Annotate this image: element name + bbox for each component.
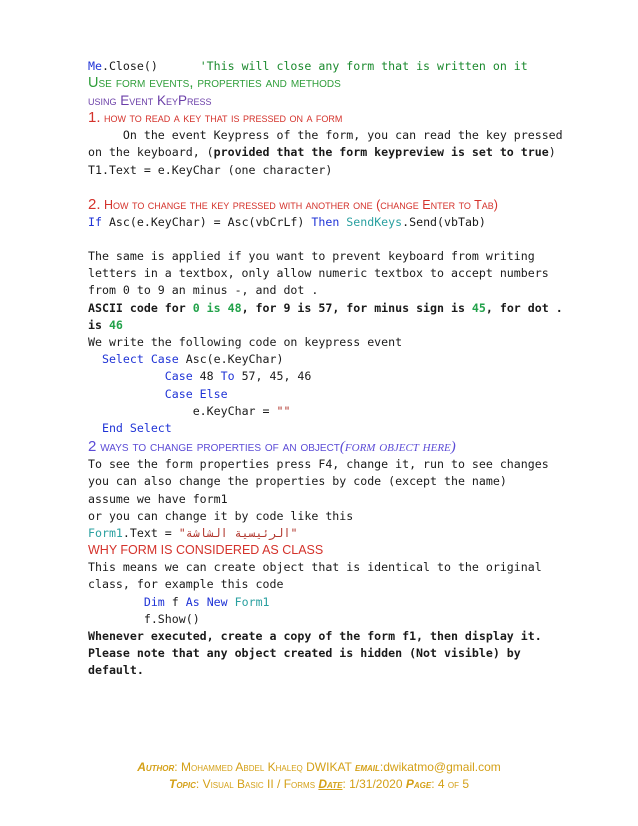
code-comment: 'This will close any form that is written on it <box>157 59 528 73</box>
paragraph-line: on the keyboard, (provided that the form keypreview is set to true) <box>88 145 556 160</box>
code-line-case: Case 48 To 57, 45, 46 <box>164 369 312 384</box>
emphasis-text: provided that the form keypreview is set to true <box>213 145 549 160</box>
ascii-line: is 46 <box>88 317 123 332</box>
paragraph-line: from 0 to 9 an minus -, and dot . <box>88 283 319 298</box>
code-line-end-select: End Select <box>101 421 172 436</box>
paragraph-line: We write the following code on keypress event <box>88 335 403 350</box>
paragraph-line: assume we have form1 <box>88 491 228 506</box>
code-keyword: Me <box>88 59 102 73</box>
code-line-close <box>88 58 558 75</box>
bold-note-line: Please note that any object created is hidden (Not visible) by <box>88 646 521 661</box>
section-3-heading: 2 ways to change properties of an object(form object here) <box>88 438 456 456</box>
heading-use-form-events: Use form events, properties and methods <box>88 75 341 92</box>
page-content <box>88 58 563 680</box>
ascii-line: ASCII code for 0 is 48, for 9 is 57, for minus sign is 45, for dot . <box>88 300 563 315</box>
paragraph-line: letters in a textbox, only allow numeric textbox to accept numbers <box>88 266 549 281</box>
paragraph-line: This means we can create object that is identical to the original <box>88 560 542 575</box>
bold-note-line: Whenever executed, create a copy of the form f1, then display it. <box>88 629 542 644</box>
code-line-show: f.Show() <box>143 611 200 626</box>
paragraph-line: T1.Text = e.KeyChar (one character) <box>88 162 333 177</box>
footer-author-line: Author: Mohammed Abdel Khaleq DWIKAT email:dwikatmo@gmail.com <box>137 760 501 774</box>
bold-note-line: default. <box>88 663 144 678</box>
paragraph-line: class, for example this code <box>88 577 284 592</box>
paragraph-line: you can also change the properties by code (except the name) <box>88 474 507 489</box>
paragraph-line: To see the form properties press F4, change it, run to see changes <box>88 457 549 472</box>
section-2-heading: 2. How to change the key pressed with another one (change Enter to Tab) <box>88 195 498 213</box>
paragraph-line: or you can change it by code like this <box>88 508 354 523</box>
paragraph-line: On the event Keypress of the form, you can read the key pressed <box>88 128 563 143</box>
code-text: .Close() <box>101 59 158 73</box>
heading-event-keypress: using Event KeyPress <box>88 93 212 109</box>
code-line-if: If Asc(e.KeyChar) = Asc(vbCrLf) Then SendKeys.Send(vbTab) <box>88 214 486 229</box>
code-line-form-text: Form1.Text = "الرئيسية الشاشة" <box>88 526 298 541</box>
paragraph-line: The same is applied if you want to prevent keyboard from writing <box>88 249 535 264</box>
section-4-heading: WHY FORM IS CONSIDERED AS CLASS <box>88 543 324 558</box>
code-line-case-else: Case Else <box>164 386 228 401</box>
code-line-assign: e.KeyChar = "" <box>192 403 291 418</box>
section-1-heading: 1. how to read a key that is pressed on a form <box>88 109 343 127</box>
code-line-select: Select Case Asc(e.KeyChar) <box>101 352 284 367</box>
code-line-dim: Dim f As New Form1 <box>143 594 270 609</box>
footer-topic-line: Topic: Visual Basic II / Forms Date: 1/31/2020 Page: 4 of 5 <box>169 777 469 791</box>
